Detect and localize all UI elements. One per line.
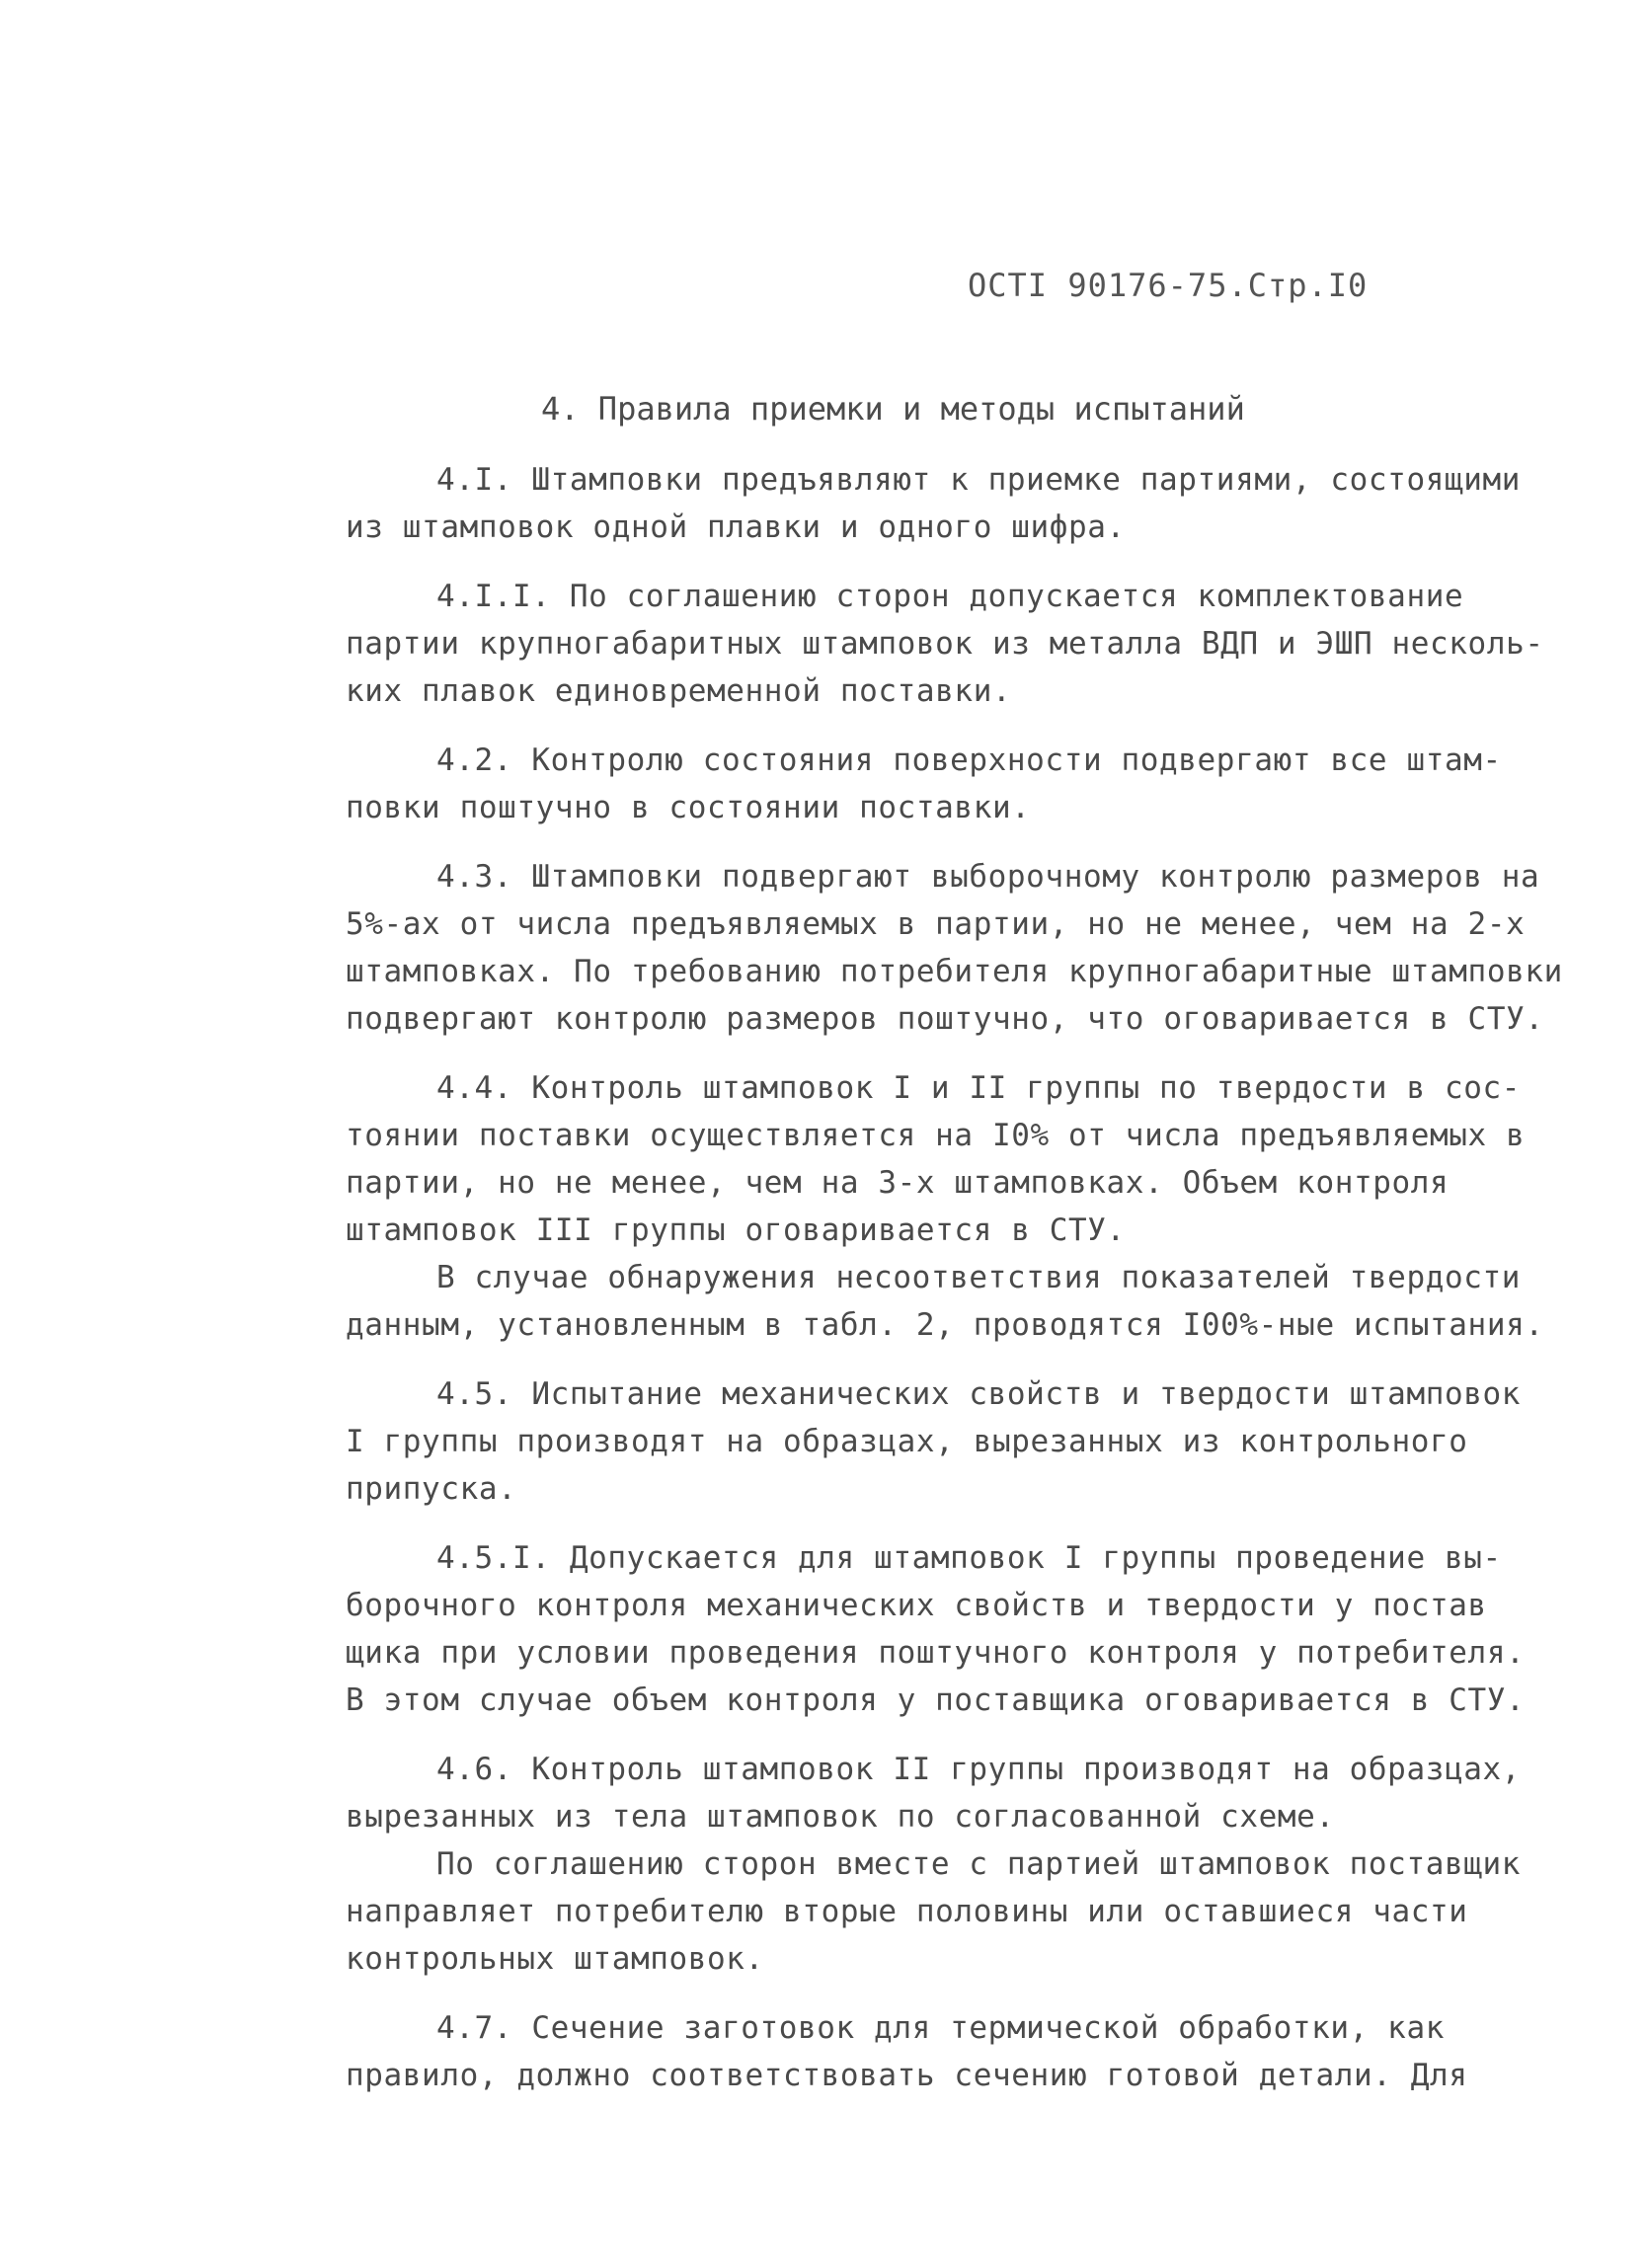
document-code-header: ОСТI 90176-75.Стр.I0 <box>968 267 1369 304</box>
text-line: партии, но не менее, чем на 3-х штамповках. Объем контроля <box>346 1165 1449 1201</box>
text-line: 4.3. Штамповки подвергают выборочному контролю размеров на <box>436 859 1540 895</box>
text-line: припуска. <box>346 1471 517 1507</box>
text-line: 4.5.I. Допускается для штамповок I группы проведение вы- <box>436 1540 1502 1576</box>
text-line: данным, установленным в табл. 2, проводятся I00%-ные испытания. <box>346 1307 1544 1343</box>
text-line: из штамповок одной плавки и одного шифра. <box>346 509 1126 545</box>
text-line: штамповках. По требованию потребителя крупногабаритные штамповки <box>346 954 1563 989</box>
text-line: партии крупногабаритных штамповок из металла ВДП и ЭШП несколь- <box>346 626 1544 662</box>
text-line: тоянии поставки осуществляется на I0% от числа предъявляемых в <box>346 1118 1526 1153</box>
text-line: По соглашению сторон вместе с партией штамповок поставщик <box>436 1846 1522 1882</box>
paragraph-4-5 <box>346 1370 1550 1513</box>
text-line: I группы производят на образцах, вырезанных из контрольного <box>346 1424 1468 1459</box>
text-line: 4.7. Сечение заготовок для термической обработки, как <box>436 2010 1445 2046</box>
paragraph-agreement-note <box>346 1840 1550 1983</box>
text-line: В случае обнаружения несоответствия показателей твердости <box>436 1260 1522 1295</box>
text-line: 5%-ах от числа предъявляемых в партии, но не менее, чем на 2-х <box>346 906 1526 942</box>
text-line: штамповок III группы оговаривается в СТУ. <box>346 1212 1126 1248</box>
text-line: 4.2. Контролю состояния поверхности подвергают все штам- <box>436 743 1502 778</box>
paragraph-hardness-note <box>346 1254 1550 1349</box>
paragraph-4-1-1 <box>346 573 1550 715</box>
text-line: правило, должно соответствовать сечению готовой детали. Для <box>346 2058 1468 2093</box>
paragraph-4-6 <box>346 1746 1550 1840</box>
paragraph-4-5-1 <box>346 1534 1550 1724</box>
text-line: 4.I. Штамповки предъявляют к приемке партиями, состоящими <box>436 462 1522 498</box>
text-line: вырезанных из тела штамповок по согласованной схеме. <box>346 1799 1335 1835</box>
text-line: направляет потребителю вторые половины или оставшиеся части <box>346 1894 1468 1929</box>
paragraph-4-4 <box>346 1064 1550 1254</box>
text-line: В этом случае объем контроля у поставщика оговаривается в СТУ. <box>346 1682 1526 1718</box>
paragraph-4-3 <box>346 853 1563 1043</box>
text-line: повки поштучно в состоянии поставки. <box>346 790 1031 825</box>
text-line: подвергают контролю размеров поштучно, что оговаривается в СТУ. <box>346 1001 1544 1037</box>
paragraph-4-1 <box>346 456 1550 551</box>
text-line: ких плавок единовременной поставки. <box>346 673 1012 709</box>
text-line: 4.5. Испытание механических свойств и твердости штамповок <box>436 1376 1522 1412</box>
section-body <box>346 456 1563 2099</box>
paragraph-4-2 <box>346 737 1550 831</box>
text-line: 4.4. Контроль штамповок I и II группы по твердости в сос- <box>436 1070 1522 1106</box>
text-line: контрольных штамповок. <box>346 1941 764 1977</box>
text-line: 4.6. Контроль штамповок II группы производят на образцах, <box>436 1752 1522 1787</box>
text-line: 4.I.I. По соглашению сторон допускается комплектование <box>436 579 1464 614</box>
text-line: борочного контроля механических свойств и твердости у постав <box>346 1588 1487 1623</box>
text-line: щика при условии проведения поштучного контроля у потребителя. <box>346 1635 1526 1671</box>
section-title: 4. Правила приемки и методы испытаний <box>541 390 1245 428</box>
paragraph-4-7 <box>346 2004 1550 2099</box>
